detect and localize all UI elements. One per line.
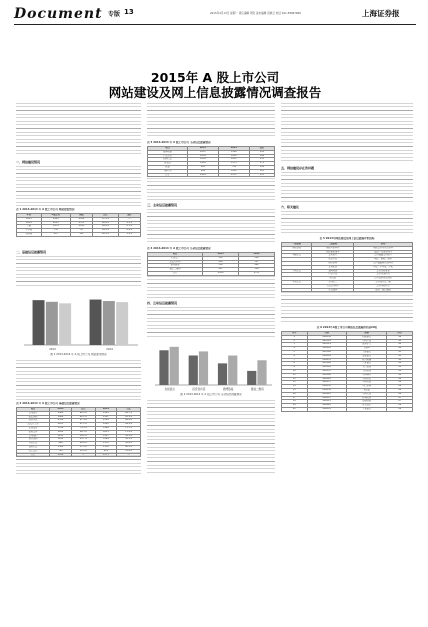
table-row: 下载中心 889 1012 123 <box>148 169 275 173</box>
bar <box>257 360 266 385</box>
table-row: 在线留言 512 598 <box>148 256 275 260</box>
table-row: 微信二维码 207 389 <box>148 268 275 272</box>
table-active-info <box>147 146 275 177</box>
table-interactive-info <box>147 252 275 276</box>
table-row: 临时公告 1652 68.3% 1831 71.2% <box>17 430 141 434</box>
body-text <box>147 178 275 200</box>
table-row: 股本结构 1104 45.7% 1289 50.1% <box>17 438 141 442</box>
table-row: 网站更新频率 最近一次更新时间 <box>282 250 413 254</box>
page-number: 13 <box>124 8 134 16</box>
table-row: 合计 2418 2571 153 <box>148 173 275 177</box>
body-text <box>16 452 141 474</box>
table-caption: 表 4 2013-2014 年 A 股上市公司 互动信息披露情况 <box>147 247 211 250</box>
table-row: 社会责任 765 31.6% 921 35.8% <box>17 449 141 453</box>
table-caption: 表 2 2013-2014 年 A 股上市公司 基础信息披露情况 <box>16 402 80 405</box>
table-row: 2013 2489 2418 97.1% — <box>17 217 141 221</box>
table-row: 10 000333 美的集团 91 <box>282 369 413 373</box>
table-row: 17 600887 伊利股份 87 <box>282 396 413 400</box>
table-row: 英文版 是否提供英文网站 <box>282 277 413 281</box>
section-heading: 三、主动信息披露情况 <box>147 203 178 207</box>
table-row: 9 600104 上汽集团 91 <box>282 366 413 370</box>
bar <box>116 302 128 345</box>
table-row: 高管信息 1389 57.4% 1556 60.5% <box>17 445 141 449</box>
table-row: 20 000001 平安银行 86 <box>282 407 413 411</box>
bar <box>218 363 227 385</box>
paper-name: 上海证券报 <box>362 9 400 18</box>
x-tick-label: 微博链接 <box>222 388 234 391</box>
section-heading: 一、网站建设情况 <box>16 160 41 164</box>
table-row: 创业板 407 391 96.1% 3.2% <box>17 232 141 236</box>
table-row: 6 600000 浦发银行 93 <box>282 354 413 358</box>
bar <box>59 303 71 345</box>
section-heading: 六、相关建议 <box>281 205 300 209</box>
table-row: 招聘信息 1856 2011 155 <box>148 158 275 162</box>
bar <box>46 302 58 345</box>
table-row: 英文版 1402 1573 171 <box>148 162 275 166</box>
x-tick-label: 投资者问答 <box>192 388 206 391</box>
body-text <box>147 307 275 337</box>
body-text <box>147 209 275 245</box>
table-header-row: 一级指标 二级指标 说明 <box>282 243 413 247</box>
body-text <box>281 103 413 163</box>
table-row: 12 600028 中国石化 90 <box>282 377 413 381</box>
table-caption: 表 6 2014年A股上市公司网站信息披露排名前20名 <box>316 326 378 329</box>
body-text <box>147 276 275 298</box>
table-row: 微博链接 318 462 <box>148 264 275 268</box>
body-text <box>16 103 141 157</box>
table-row: 16 601628 中国人寿 88 <box>282 392 413 396</box>
table-row: 互动信息 在线留言 是否设有留言板 <box>282 280 413 284</box>
x-tick-label: 2013 <box>49 348 56 351</box>
table-header-row: 年份 A股公司 网站 占比 变化 <box>17 214 141 218</box>
section-heading: 五、网站建设存在的问题 <box>281 166 315 170</box>
table-row: 产品介绍 2281 2450 169 <box>148 154 275 158</box>
table-row: 分红信息 986 40.8% 1172 45.6% <box>17 442 141 446</box>
table-website-build <box>16 213 141 237</box>
table-row: 定期报告 年报、半年报、季报 <box>282 265 413 269</box>
table-row: 18 002415 海康威视 87 <box>282 400 413 404</box>
table-row: 11 601088 中国神华 90 <box>282 373 413 377</box>
table-row: 5 601398 工商银行 93 <box>282 350 413 354</box>
table-caption: 表 3 2013-2014 年 A 股上市公司 主动信息披露情况 <box>147 141 211 144</box>
bar <box>189 356 198 385</box>
body-text <box>147 103 275 139</box>
table-row: 中小板 732 727 99.3% 0.4% <box>17 229 141 233</box>
table-row: 合计 2418 2571 <box>148 271 275 275</box>
section-title-en: Document <box>14 6 103 22</box>
table-row: 定期报告 1768 73.1% 1946 75.7% <box>17 426 141 430</box>
table-row: 联系方式 电话、邮箱、地址 <box>282 258 413 262</box>
x-tick-label: 在线留言 <box>164 388 175 391</box>
body-text <box>16 166 141 206</box>
table-ranking <box>281 331 413 412</box>
bar <box>33 300 45 345</box>
date-info: 2015年4月13日 星期一 责任编辑 周奕 美术编辑 吴晓云 电话 021-38967890 <box>210 12 301 15</box>
body-text <box>16 256 141 288</box>
x-tick-label: 微信二维码 <box>250 388 264 391</box>
table-row: 视频 612 754 142 <box>148 165 275 169</box>
table-row: 组织结构 是否披露组织结构图 <box>282 261 413 265</box>
title-line-1: 2015年 A 股上市公司 <box>150 70 280 85</box>
chart-caption: 图 1 2013-2014 年 A 股上市公司 网站建设情况 <box>50 353 107 356</box>
section-heading: 二、基础信息披露情况 <box>16 250 47 254</box>
bar <box>199 351 208 385</box>
table-row: 基础信息 公司简介 是否披露公司简介 <box>282 254 413 258</box>
table-header-row: 项目 2013 2014 <box>148 253 275 257</box>
table-row: 投资者问答 436 527 <box>148 260 275 264</box>
bar <box>90 300 102 345</box>
bar <box>247 371 256 385</box>
table-row: 新闻动态 2207 2398 191 <box>148 150 275 154</box>
table-row: 投资者问答 是否及时答复 <box>282 284 413 288</box>
section-heading: 四、互动信息披露情况 <box>147 301 178 305</box>
table-row: 联系方式 2356 97.4% 2524 98.2% <box>17 419 141 423</box>
table-row: 1 600036 招商银行 96 <box>282 335 413 339</box>
table-row: 19 600690 青岛海尔 86 <box>282 404 413 408</box>
table-row: 2 601318 中国平安 95 <box>282 339 413 343</box>
table-row: 7 000651 格力电器 92 <box>282 358 413 362</box>
table-row: 社交媒体 微博、微信链接 <box>282 288 413 292</box>
table-header-row: 序号 代码 简称 得分 <box>282 332 413 336</box>
table-row: 主板 1474 1453 98.6% 0.7% <box>17 225 141 229</box>
table-row: 15 000858 五粮液 88 <box>282 388 413 392</box>
chart-fig2 <box>147 340 275 392</box>
table-row: 8 601166 兴业银行 92 <box>282 362 413 366</box>
table-row: 主动信息 新闻动态 是否及时更新 <box>282 269 413 273</box>
table-row: 2014 2613 2571 98.4% 1.3% <box>17 221 141 225</box>
x-tick-label: 2014 <box>106 348 113 351</box>
table-row: 产品介绍 是否详细介绍 <box>282 273 413 277</box>
chart-fig1 <box>16 292 141 352</box>
title-line-2: 网站建设及网上信息披露情况调查报告 <box>108 85 322 100</box>
chart-caption: 图 2 2013-2014 年 A 股上市公司 互动信息披露情况 <box>180 393 242 396</box>
table-basic-info <box>16 407 141 457</box>
bar <box>103 301 115 345</box>
section-title-cn: 专版 <box>108 11 121 18</box>
article-title <box>14 70 416 100</box>
table-row: 组织结构 1988 82.2% 2187 85.1% <box>17 415 141 419</box>
table-row: 14 600030 中信证券 89 <box>282 385 413 389</box>
body-text <box>147 400 275 474</box>
body-text <box>281 211 413 235</box>
table-row: 网站建设 网站可访问性 网站是否可正常访问 <box>282 246 413 250</box>
table-caption: 表 1 2013-2014 年 A 股上市公司 网站建设情况 <box>16 208 75 211</box>
masthead <box>14 6 416 25</box>
body-text <box>281 172 413 202</box>
body-text <box>16 360 141 400</box>
table-row: 4 000002 万科A 94 <box>282 347 413 351</box>
table-row: 投资者关系 2105 87.1% 2290 89.1% <box>17 423 141 427</box>
table-header-row: 项目 2013 占比 2014 占比 <box>17 408 141 412</box>
body-text <box>281 292 413 322</box>
table-header-row: 项目 2013 2014 变化 <box>148 147 275 151</box>
bar <box>159 350 168 385</box>
table-row: 公司章程 1213 50.2% 1397 54.3% <box>17 434 141 438</box>
bar <box>170 347 179 385</box>
bar <box>228 356 237 385</box>
table-caption: 表 5 2014年网站建设及网上信息披露评价指标 <box>319 237 375 240</box>
table-row: 13 601857 中国石油 89 <box>282 381 413 385</box>
table-evaluation-index <box>281 242 413 292</box>
table-row: 3 600519 贵州茅台 94 <box>282 343 413 347</box>
table-row: 公司简介 2402 99.3% 2563 99.7% <box>17 411 141 415</box>
